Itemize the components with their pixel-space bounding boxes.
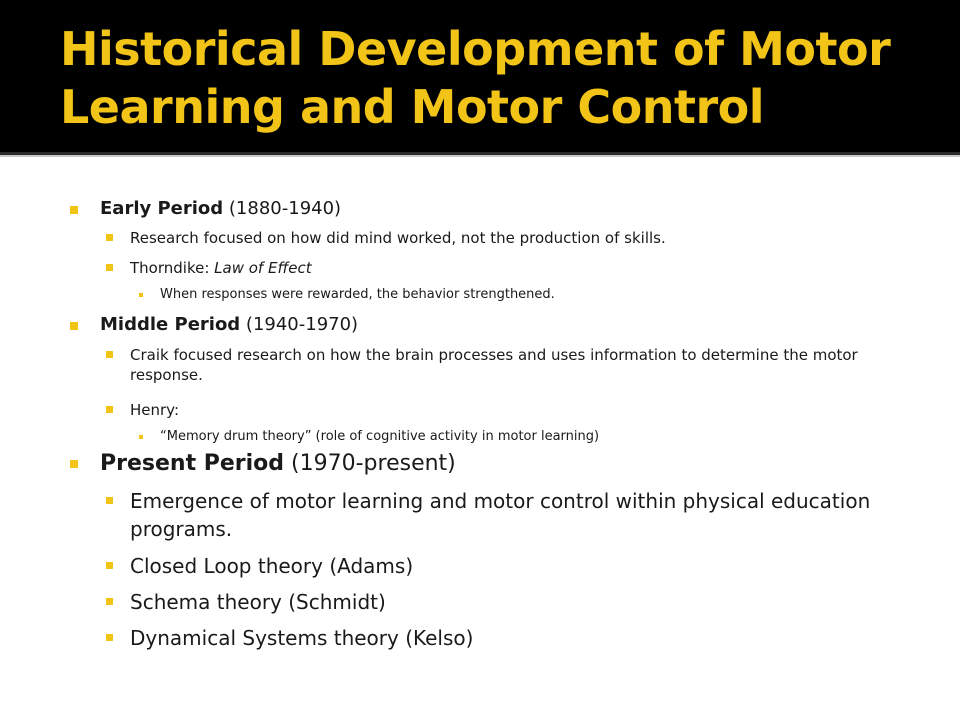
square-bullet-icon	[106, 234, 113, 241]
present-period-label: Present Period	[100, 451, 285, 476]
dynamical-systems-item: Dynamical Systems theory (Kelso)	[130, 626, 474, 650]
law-of-effect-text: Law of Effect	[214, 259, 312, 277]
square-bullet-icon	[106, 406, 113, 413]
early-period-years: (1880-1940)	[223, 198, 342, 219]
slide-title: Historical Development of Motor Learning and Motor Control	[60, 22, 891, 134]
title-band	[0, 0, 960, 152]
emergence-item: Emergence of motor learning and motor control within physical education programs.	[130, 489, 871, 541]
square-bullet-icon	[139, 435, 143, 439]
present-period-years: (1970-present)	[284, 451, 456, 476]
early-research-item: Research focused on how did mind worked, not the production of skills.	[130, 229, 666, 247]
square-bullet-icon	[106, 634, 113, 641]
square-bullet-icon	[106, 264, 113, 271]
memory-drum-item: “Memory drum theory” (role of cognitive activity in motor learning)	[160, 429, 600, 444]
square-bullet-icon	[70, 322, 78, 330]
square-bullet-icon	[70, 460, 78, 468]
square-bullet-icon	[106, 598, 113, 605]
early-period-heading	[100, 197, 920, 221]
present-period-heading	[100, 449, 920, 479]
middle-period-years: (1940-1970)	[240, 314, 359, 335]
square-bullet-icon	[106, 497, 113, 504]
title-divider-shadow	[0, 155, 960, 157]
middle-period-label: Middle Period	[100, 314, 241, 335]
early-period-label: Early Period	[100, 198, 224, 219]
craik-item: Craik focused research on how the brain processes and uses information to determine the motor response.	[130, 346, 858, 384]
square-bullet-icon	[106, 351, 113, 358]
henry-item: Henry:	[130, 401, 180, 419]
square-bullet-icon	[139, 293, 143, 297]
middle-period-heading	[100, 313, 920, 337]
square-bullet-icon	[70, 206, 78, 214]
thorndike-label: Thorndike:	[130, 259, 215, 277]
schema-theory-item: Schema theory (Schmidt)	[130, 590, 386, 614]
square-bullet-icon	[106, 562, 113, 569]
closed-loop-item: Closed Loop theory (Adams)	[130, 554, 414, 578]
law-of-effect-detail: When responses were rewarded, the behavior strengthened.	[160, 287, 555, 302]
thorndike-item	[130, 258, 910, 278]
